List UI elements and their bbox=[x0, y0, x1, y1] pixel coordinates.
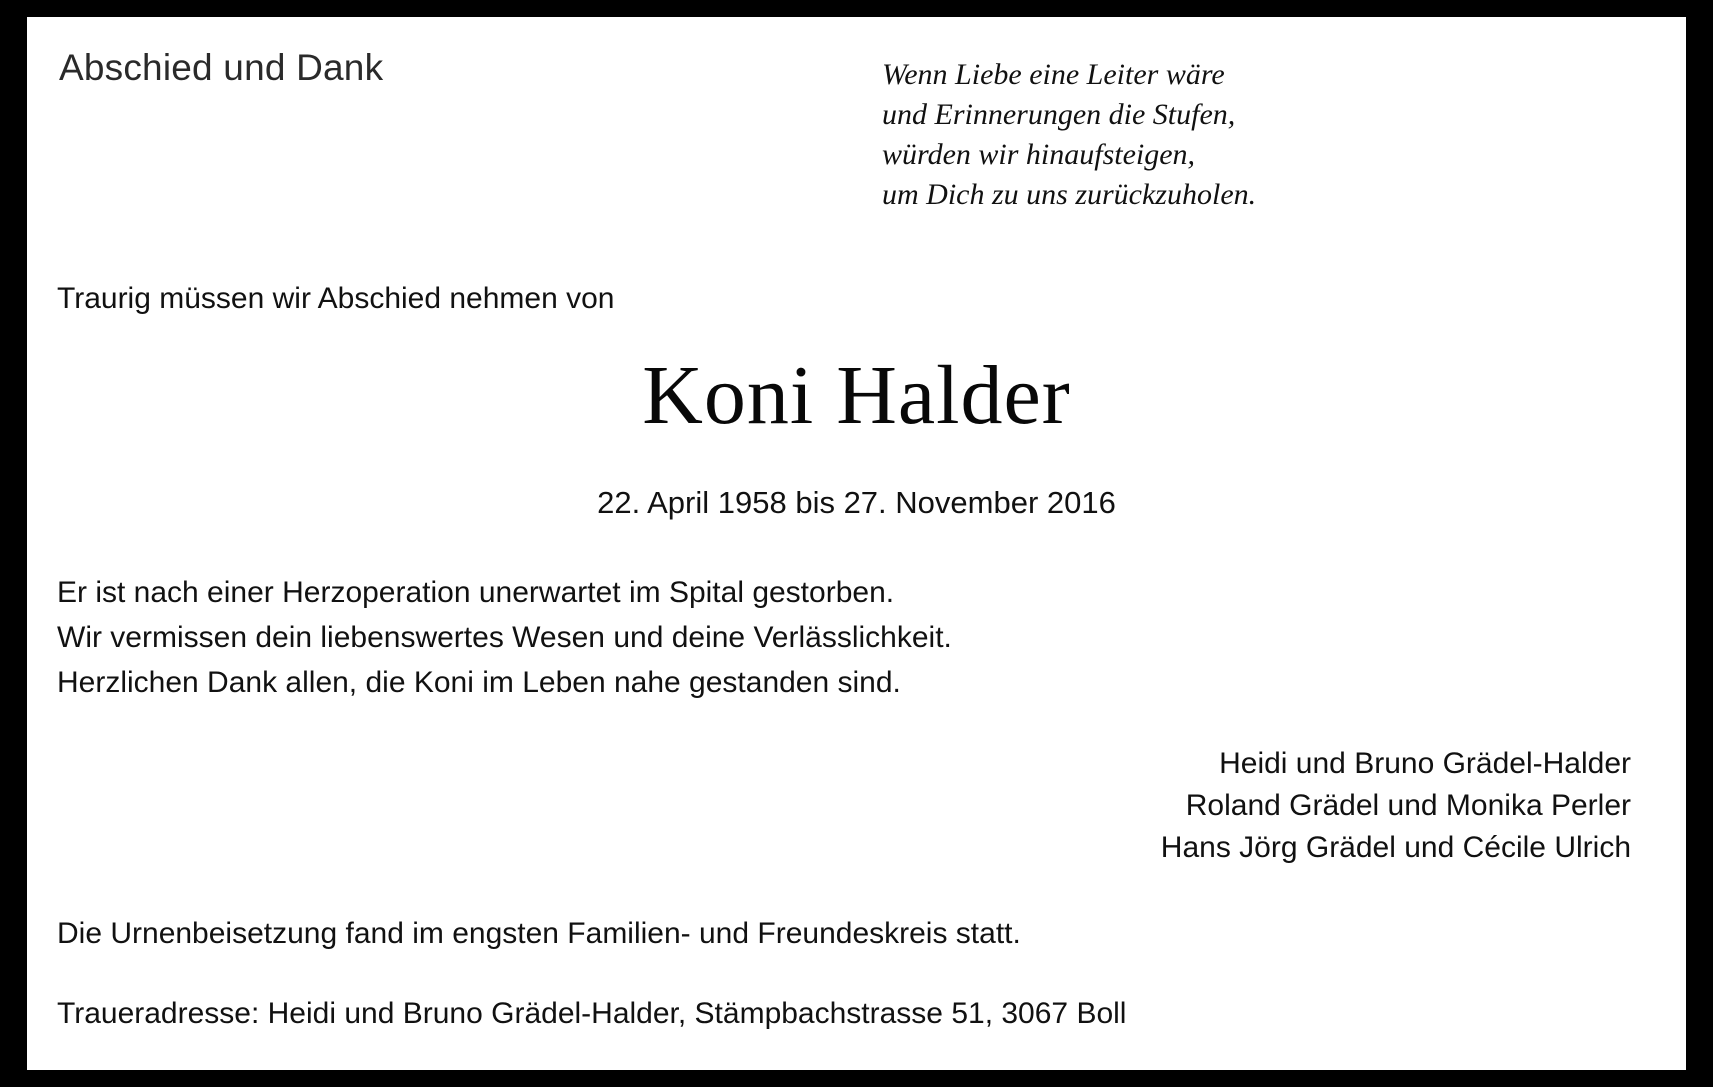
obituary-card bbox=[27, 17, 1686, 1070]
deceased-name: Koni Halder bbox=[642, 349, 1071, 442]
poem-line: würden wir hinaufsteigen, bbox=[882, 138, 1196, 171]
body-text-block bbox=[57, 570, 952, 705]
poem-block bbox=[882, 55, 1256, 215]
mourning-address: Traueradresse: Heidi und Bruno Grädel-Halder, Stämpbachstrasse 51, 3067 Boll bbox=[57, 997, 1127, 1030]
page-title: Abschied und Dank bbox=[59, 47, 384, 88]
survivors-block bbox=[1161, 743, 1631, 869]
body-line: Wir vermissen dein liebenswertes Wesen und deine Verlässlichkeit. bbox=[57, 621, 952, 654]
survivor-line: Heidi und Bruno Grädel-Halder bbox=[1219, 747, 1631, 780]
obituary-content bbox=[27, 17, 1686, 1070]
life-dates: 22. April 1958 bis 27. November 2016 bbox=[597, 485, 1116, 520]
poem-line: Wenn Liebe eine Leiter wäre bbox=[882, 58, 1225, 91]
burial-note: Die Urnenbeisetzung fand im engsten Familien- und Freundeskreis statt. bbox=[57, 917, 1021, 950]
body-line: Herzlichen Dank allen, die Koni im Leben nahe gestanden sind. bbox=[57, 666, 901, 699]
intro-text: Traurig müssen wir Abschied nehmen von bbox=[57, 282, 615, 315]
poem-line: um Dich zu uns zurückzuholen. bbox=[882, 178, 1257, 211]
survivor-line: Hans Jörg Grädel und Cécile Ulrich bbox=[1160, 831, 1631, 864]
body-line: Er ist nach einer Herzoperation unerwartet im Spital gestorben. bbox=[57, 576, 895, 609]
survivor-line: Roland Grädel und Monika Perler bbox=[1185, 789, 1631, 822]
poem-line: und Erinnerungen die Stufen, bbox=[882, 98, 1236, 131]
